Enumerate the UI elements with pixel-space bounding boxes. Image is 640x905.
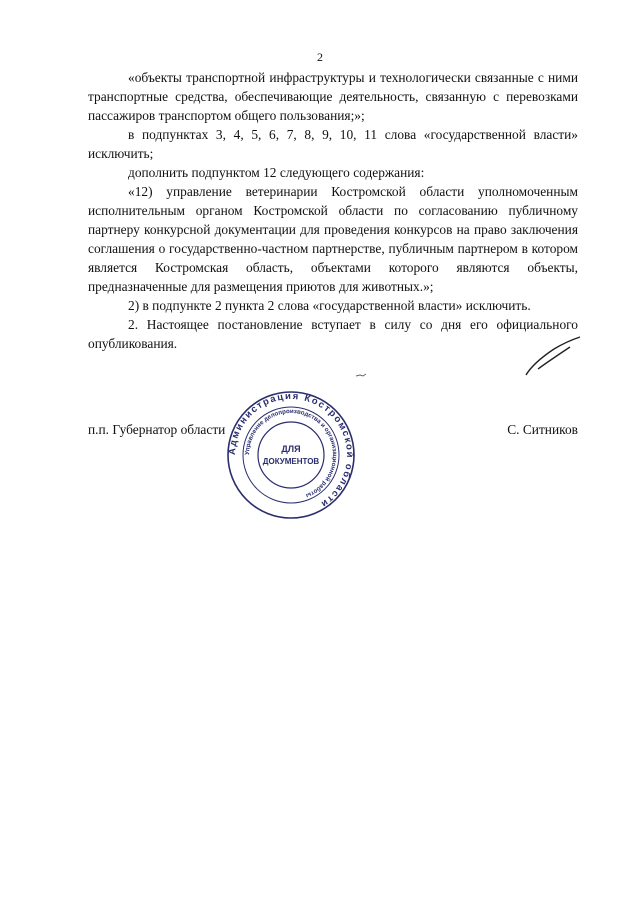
paragraph: в подпунктах 3, 4, 5, 6, 7, 8, 9, 10, 11 слова «государственной власти» исключить; — [88, 127, 578, 161]
paragraph: 2) в подпункте 2 пункта 2 слова «государственной власти» исключить. — [128, 298, 531, 313]
signer-name: С. Ситников — [507, 422, 578, 437]
paragraph: «объекты транспортной инфраструктуры и технологически связанные с ними транспортные средства, обеспечивающие деятельность, связанную с перевозками пассажиров транспортом общего пользования;»; — [88, 70, 578, 123]
stamp-inner-text: Управление делопроизводства и организационной работы — [243, 407, 339, 500]
paragraph: 2. Настоящее постановление вступает в силу со дня его официального опубликования. — [88, 317, 578, 351]
signatory-title: п.п. Губернатор области — [88, 422, 226, 437]
stamp-outer-text: Администрация Костромской области — [226, 390, 356, 511]
page-number: 2 — [317, 50, 323, 64]
stamp-center-line1: ДЛЯ — [281, 444, 301, 454]
paragraph: «12) управление ветеринарии Костромской области уполномоченным исполнительным органом Костромской области по согласованию публичному партнеру конкурсной документации для проведения конкурсов на право заключения соглашения о государственно-частном партнерстве, публичным партнером в котором является Костромская область, объектами которого являются объекты, предназначенные для размещения приютов для животных.»; — [88, 184, 578, 294]
document-body — [88, 68, 578, 353]
paragraph: дополнить подпунктом 12 следующего содержания: — [128, 165, 425, 180]
scan-mark — [355, 371, 369, 379]
stamp-center-line2: ДОКУМЕНТОВ — [262, 457, 320, 466]
handwritten-signature — [520, 335, 590, 380]
official-stamp — [226, 390, 356, 520]
